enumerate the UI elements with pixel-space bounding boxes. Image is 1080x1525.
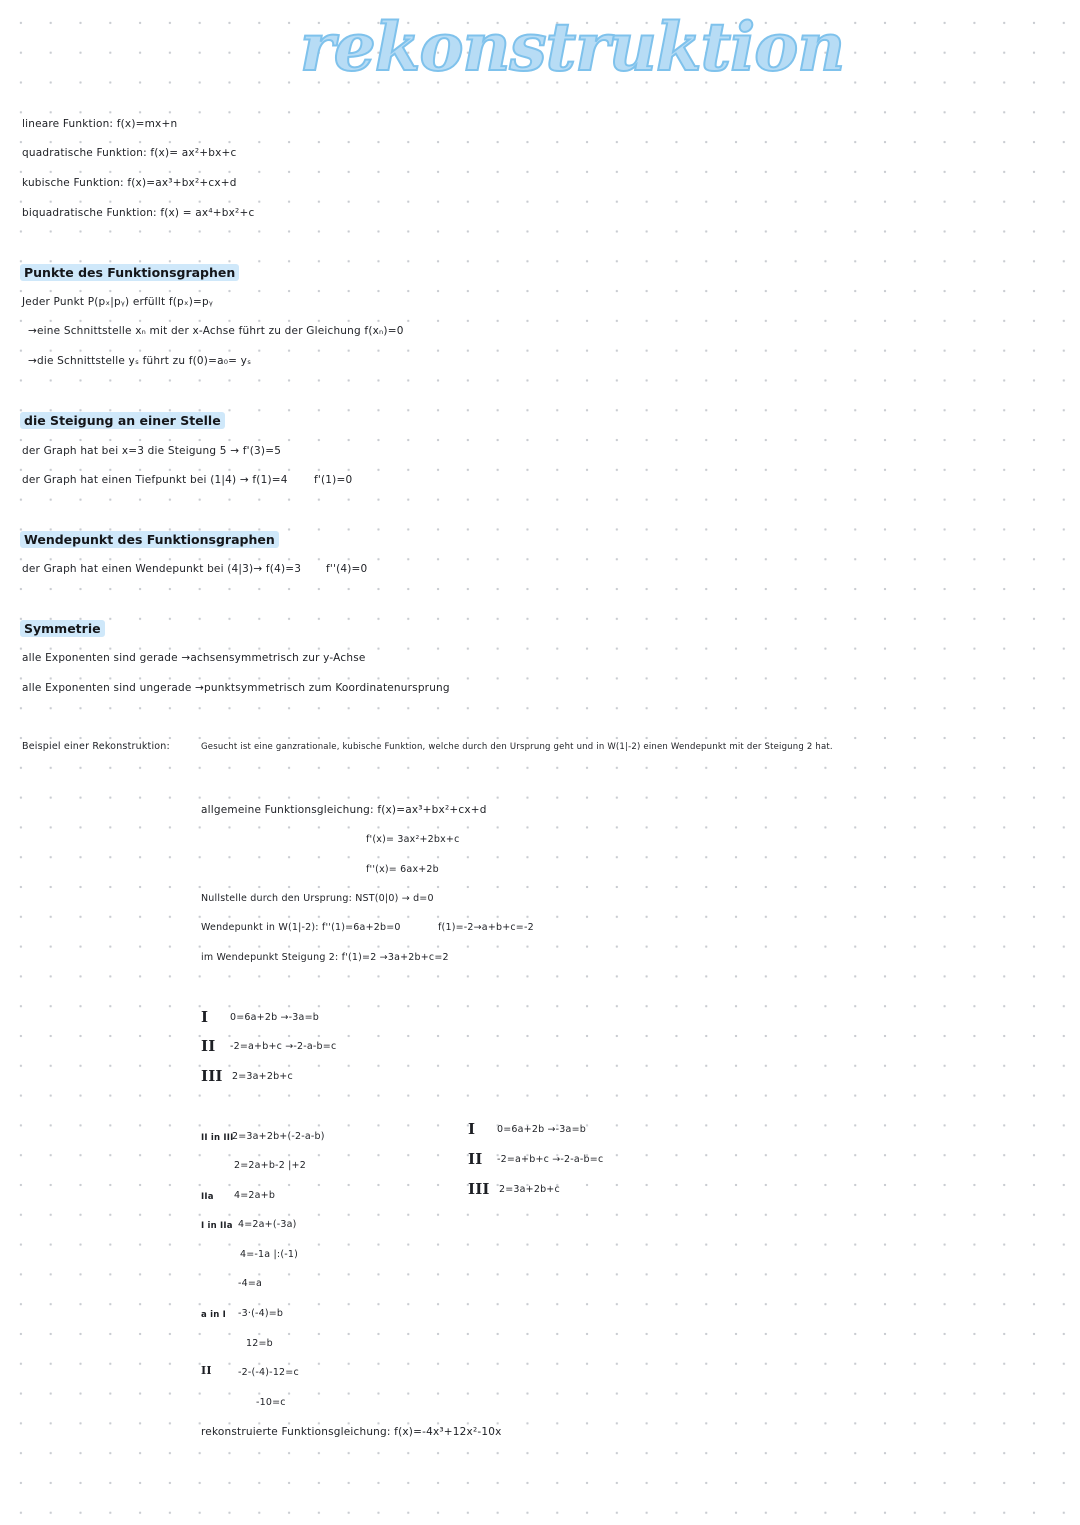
equation-label-1: I	[201, 1008, 209, 1026]
inflection-line-1: der Graph hat einen Wendepunkt bei (4|3)→ f(4)=3	[22, 563, 302, 575]
equation-1-repeat: 0=6a+2b →-3a=b	[497, 1124, 586, 1135]
example-general-equation: allgemeine Funktionsgleichung: f(x)=ax³+bx²+cx+d	[201, 804, 487, 816]
example-root-condition: Nullstelle durch den Ursprung: NST(0|0) → d=0	[201, 893, 434, 904]
example-result: rekonstruierte Funktionsgleichung: f(x)=-4x³+12x²-10x	[201, 1426, 502, 1438]
step-label: a in I	[201, 1310, 226, 1320]
step-text: -2-(-4)-12=c	[238, 1367, 299, 1378]
example-second-derivative: f''(x)= 6ax+2b	[366, 864, 439, 875]
points-line-3: →die Schnittstelle yₛ führt zu f(0)=a₀= yₛ	[28, 355, 252, 367]
example-inflection-condition: Wendepunkt in W(1|-2): f''(1)=6a+2b=0	[201, 922, 401, 933]
step-text: -4=a	[238, 1278, 263, 1289]
equation-2: -2=a+b+c →-2-a-b=c	[230, 1041, 337, 1052]
step-label: I in IIa	[201, 1221, 233, 1231]
heading-symmetry: Symmetrie	[20, 620, 105, 637]
step-text: 4=2a+(-3a)	[238, 1219, 297, 1230]
heading-points: Punkte des Funktionsgraphen	[20, 264, 239, 281]
equation-label-3: III	[201, 1067, 223, 1085]
step-text: 4=-1a |:(-1)	[240, 1249, 299, 1260]
equation-label-3-repeat: III	[468, 1180, 490, 1198]
slope-line-2-derivative: f'(1)=0	[314, 474, 353, 486]
equation-label-2: II	[201, 1037, 216, 1055]
equation-2-repeat: -2=a+b+c →-2-a-b=c	[497, 1154, 604, 1165]
equation-1: 0=6a+2b →-3a=b	[230, 1012, 319, 1023]
example-label: Beispiel einer Rekonstruktion:	[22, 741, 170, 752]
inflection-line-1-derivative: f''(4)=0	[326, 563, 368, 575]
heading-inflection: Wendepunkt des Funktionsgraphen	[20, 531, 279, 548]
example-slope-condition: im Wendepunkt Steigung 2: f'(1)=2 →3a+2b+c=2	[201, 952, 449, 963]
equation-label-1-repeat: I	[468, 1120, 476, 1138]
function-type-biquadratic: biquadratische Funktion: f(x) = ax⁴+bx²+c	[22, 207, 255, 219]
step-label: II	[201, 1364, 212, 1377]
step-text: 2=2a+b-2 |+2	[234, 1160, 306, 1171]
step-label: II in III	[201, 1133, 234, 1143]
slope-line-1: der Graph hat bei x=3 die Steigung 5 → f'(3)=5	[22, 445, 282, 457]
function-type-cubic: kubische Funktion: f(x)=ax³+bx²+cx+d	[22, 177, 237, 189]
points-line-2: →eine Schnittstelle xₙ mit der x-Achse führt zu der Gleichung f(xₙ)=0	[28, 325, 404, 337]
symmetry-line-1: alle Exponenten sind gerade →achsensymmetrisch zur y-Achse	[22, 652, 366, 664]
step-label: IIa	[201, 1192, 214, 1202]
points-line-1: Jeder Punkt P(pₓ|pᵧ) erfüllt f(pₓ)=pᵧ	[22, 296, 214, 308]
equation-3: 2=3a+2b+c	[232, 1071, 293, 1082]
page-title: rekonstruktion	[300, 8, 845, 86]
function-type-linear: lineare Funktion: f(x)=mx+n	[22, 118, 178, 130]
step-text: 12=b	[246, 1338, 273, 1349]
example-inflection-value: f(1)=-2→a+b+c=-2	[438, 922, 534, 933]
equation-3-repeat: 2=3a+2b+c	[499, 1184, 560, 1195]
example-task: Gesucht ist eine ganzrationale, kubische Funktion, welche durch den Ursprung geht und in W(1|-2) einen Wendepunkt mit der Steigung 2 hat.	[201, 742, 833, 752]
step-text: -3·(-4)=b	[238, 1308, 284, 1319]
step-text: -10=c	[256, 1397, 286, 1408]
function-type-quadratic: quadratische Funktion: f(x)= ax²+bx+c	[22, 147, 237, 159]
example-first-derivative: f'(x)= 3ax²+2bx+c	[366, 834, 460, 845]
slope-line-2: der Graph hat einen Tiefpunkt bei (1|4) → f(1)=4	[22, 474, 288, 486]
symmetry-line-2: alle Exponenten sind ungerade →punktsymmetrisch zum Koordinatenursprung	[22, 682, 450, 694]
heading-slope: die Steigung an einer Stelle	[20, 412, 225, 429]
equation-label-2-repeat: II	[468, 1150, 483, 1168]
step-text: 2=3a+2b+(-2-a-b)	[232, 1131, 325, 1142]
step-text: 4=2a+b	[234, 1190, 276, 1201]
